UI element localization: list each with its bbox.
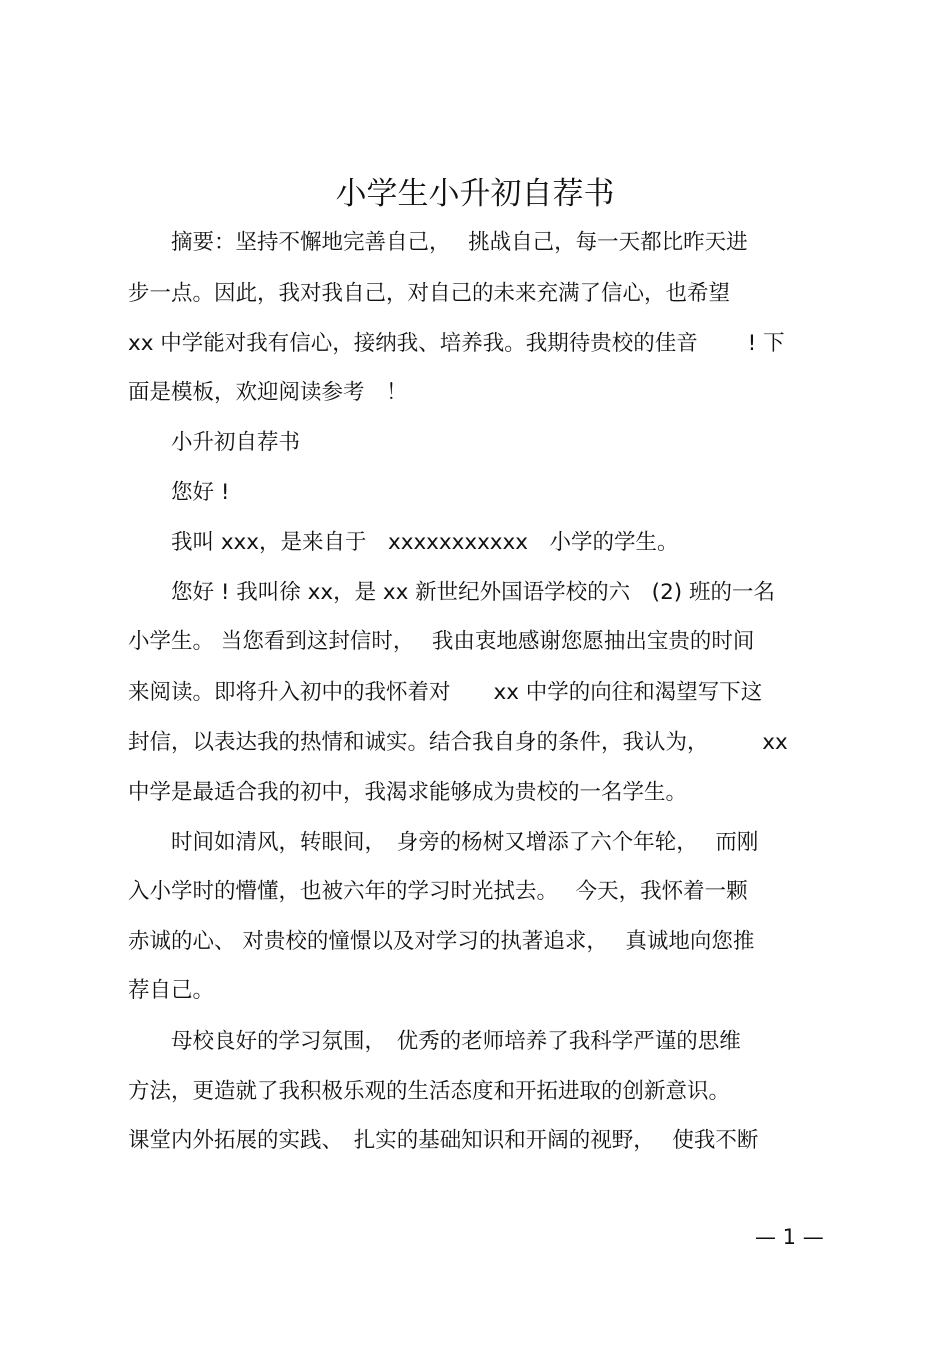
- body-line: 方法，更造就了我积极乐观的生活态度和开拓进取的创新意识。: [128, 1079, 731, 1104]
- body-line: 中学是最适合我的初中，我渴求能够成为贵校的一名学生。: [128, 780, 688, 805]
- body-line: 时间如清风，转眼间， 身旁的杨树又增添了六个年轮， 而刚: [128, 830, 759, 855]
- body-line: 步一点。因此，我对我自己，对自己的未来充满了信心，也希望: [128, 281, 731, 306]
- body-line: 我叫 xxx，是来自于 xxxxxxxxxxx 小学的学生。: [128, 530, 679, 555]
- body-line: 小升初自荐书: [128, 430, 301, 455]
- body-line: 您好 !: [128, 480, 230, 505]
- body-line: 面是模板，欢迎阅读参考 ！: [128, 380, 408, 405]
- body-line: xx 中学能对我有信心，接纳我、培养我。我期待贵校的佳音 ! 下: [128, 331, 785, 356]
- body-line: 入小学时的懵懂，也被六年的学习时光拭去。 今天，我怀着一颗: [128, 879, 748, 904]
- body-line: 母校良好的学习氛围， 优秀的老师培养了我科学严谨的思维: [128, 1029, 741, 1054]
- body-line: 您好 ! 我叫徐 xx，是 xx 新世纪外国语学校的六 (2) 班的一名: [128, 580, 775, 605]
- body-line: 来阅读。即将升入初中的我怀着对 xx 中学的向往和渴望写下这: [128, 680, 763, 705]
- body-line: 赤诚的心、 对贵校的憧憬以及对学习的执著追求， 真诚地向您推: [128, 929, 755, 954]
- body-line: 课堂内外拓展的实践、 扎实的基础知识和开阔的视野， 使我不断: [128, 1128, 759, 1153]
- body-line: 摘要：坚持不懈地完善自己， 挑战自己，每一天都比昨天进: [128, 230, 748, 255]
- document-title: 小学生小升初自荐书: [335, 176, 615, 212]
- body-line: 封信，以表达我的热情和诚实。结合我自身的条件，我认为， xx: [128, 730, 788, 755]
- page-number: — 1 —: [755, 1225, 824, 1249]
- body-line: 荐自己。: [128, 978, 215, 1003]
- body-line: 小学生。 当您看到这封信时， 我由衷地感谢您愿抽出宝贵的时间: [128, 629, 755, 654]
